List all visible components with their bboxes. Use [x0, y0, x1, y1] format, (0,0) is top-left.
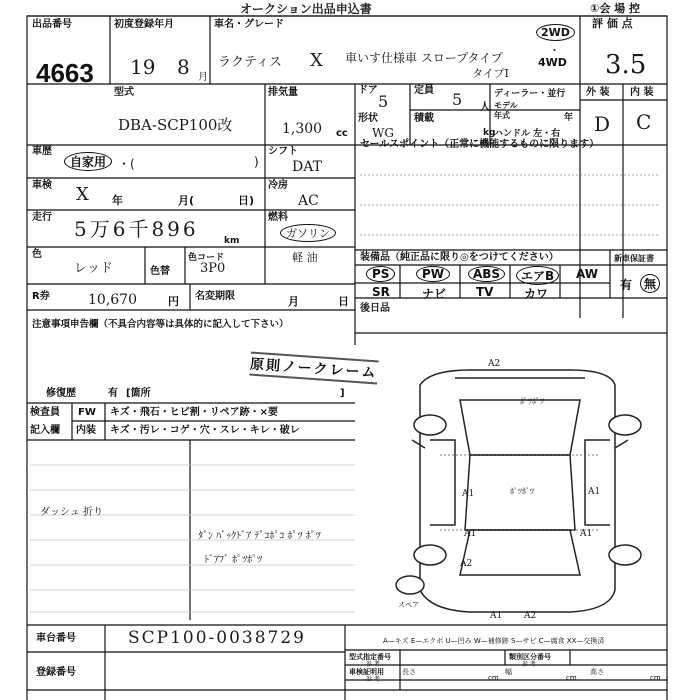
- repair-history-place: [箇所: [126, 388, 151, 399]
- fuel-gas-text: ガソリン: [286, 227, 330, 240]
- equipment-pw-text: PW: [422, 267, 445, 281]
- lot-label: 出品番号: [32, 19, 72, 30]
- drive-dot: ・: [549, 44, 560, 57]
- car-spec: 車いす仕様車 スロープタイプ: [345, 51, 503, 65]
- width-label: 幅: [505, 668, 512, 676]
- car-grade: X: [310, 50, 323, 71]
- shift-value: DAT: [292, 159, 322, 175]
- color-code-value: 3P0: [200, 261, 226, 276]
- color-value: レッド: [74, 261, 113, 276]
- diagram-mark-rear-a1-bottom: A1: [490, 611, 503, 621]
- repair-history-label: 修復歴: [46, 388, 76, 399]
- vehicle-type-dot: ・(: [118, 157, 135, 171]
- color-code-label: 色コード: [188, 253, 225, 263]
- diagram-mark-front: A2: [488, 359, 501, 369]
- load-label: 積載: [414, 113, 434, 124]
- interior-grade: C: [636, 110, 652, 134]
- inspector-label-2: 記入欄: [30, 425, 60, 436]
- later-date-label: 後日品: [360, 303, 390, 314]
- equipment-abs: [468, 266, 505, 282]
- equipment-aw: AW: [576, 267, 598, 281]
- first-registration-year: 19: [130, 55, 156, 79]
- repair-history-close: ]: [340, 388, 345, 399]
- repair-history-yes: 有: [108, 388, 118, 399]
- inspector-fw-items: キズ・飛石・ヒビ割・リペア跡・×要: [110, 407, 278, 418]
- lot-number: 4663: [36, 58, 94, 88]
- recycle-label: R券: [32, 291, 50, 302]
- diagram-mark-rear-a1-right: A1: [580, 529, 593, 539]
- equipment-tv: TV: [476, 285, 494, 299]
- deadline-day: 日: [338, 295, 349, 308]
- warranty-yes: 有: [620, 278, 633, 292]
- displacement-value: 1,300: [282, 121, 323, 137]
- doors-value: 5: [378, 92, 389, 111]
- vehicle-type-close: ): [254, 155, 259, 169]
- registration-label: 登録番号: [36, 667, 76, 678]
- class-type-label: 類別区分番号: [509, 653, 551, 661]
- recycle-value: 10,670: [88, 292, 137, 308]
- capacity-unit: 人: [480, 102, 490, 113]
- evaluation-score: 3.5: [605, 50, 647, 80]
- chassis-value: SCP100-0038729: [128, 628, 306, 648]
- car-type-note: タイプI: [472, 67, 509, 80]
- inspection-day: 日): [238, 194, 255, 207]
- inspection-month: 月(: [178, 194, 195, 207]
- exterior-label: 外 装: [586, 87, 610, 98]
- handle-label: ハンドル 左・右: [494, 129, 561, 139]
- equipment-ps-text: PS: [372, 267, 390, 281]
- dealer-label: ディーラー・並行: [494, 89, 566, 99]
- handwritten-note-2: ﾀﾞﾝ ﾊﾞｯｸﾄﾞｱ ﾃﾞｺﾎﾟｺ ﾎﾟﾂ ﾎﾟﾂ: [198, 531, 321, 542]
- ac-value: AC: [298, 193, 319, 209]
- vehicle-type-text: 自家用: [70, 155, 107, 169]
- shape-value: WG: [372, 126, 394, 140]
- damage-legend: A—キズ E—エクボ U—凹み W—補修跡 S—サビ C—腐食 XX—交換済: [383, 637, 605, 645]
- month-unit: 月: [198, 72, 208, 83]
- diagram-mark-roof: ﾎﾟﾂﾎﾟﾂ: [510, 487, 534, 496]
- warranty-no: [640, 274, 660, 293]
- inspection-value: X: [76, 184, 89, 205]
- equipment-navi: ナビ: [422, 287, 447, 301]
- spec-type-label: 型式指定番号: [349, 653, 391, 661]
- equipment-leather: カワ: [524, 287, 549, 301]
- length-unit: cm: [488, 674, 499, 682]
- displacement-unit: cc: [336, 128, 348, 139]
- first-registration-month: 8: [177, 55, 190, 79]
- shape-label: 形状: [358, 113, 378, 124]
- recycle-unit: 円: [168, 295, 179, 308]
- interior-label: 内 装: [630, 87, 654, 98]
- handwritten-note-1: ダッシュ 折り: [40, 507, 103, 518]
- inspector-fw: FW: [78, 407, 96, 418]
- warranty-no-text: 無: [644, 277, 657, 291]
- mileage-label: 走行: [32, 212, 52, 223]
- displacement-label: 排気量: [268, 87, 298, 98]
- chassis-label: 車台番号: [36, 633, 76, 644]
- fuel-gas: [280, 224, 336, 242]
- width-unit: cm: [566, 674, 577, 682]
- shift-label: シフト: [268, 146, 298, 157]
- spec-type-ref: 参 考: [366, 661, 380, 668]
- fuel-diesel: 軽 油: [292, 251, 318, 264]
- first-registration-label: 初度登録年月: [114, 19, 174, 30]
- equipment-pw: [416, 266, 450, 282]
- diagram-mark-right-a1: A1: [588, 487, 601, 497]
- color-label: 色: [32, 249, 42, 260]
- equipment-sr: SR: [372, 285, 390, 299]
- length-label: 長さ: [402, 668, 416, 676]
- doors-label: ドア: [358, 85, 378, 96]
- drive-2wd: [536, 24, 575, 41]
- load-unit: kg: [483, 128, 496, 138]
- reg-cert-ref: 参 考: [366, 676, 380, 683]
- diagram-mark-rear-a2-left: A2: [460, 559, 473, 569]
- sales-points-label: セールスポイント（正常に機能するものに限ります）: [360, 139, 600, 150]
- drive-2wd-label: 2WD: [541, 26, 570, 39]
- venue-copy-label: ①会 場 控: [590, 2, 640, 15]
- car-model: ラクティス: [218, 55, 282, 70]
- inspector-interior: 内装: [76, 425, 96, 436]
- evaluation-label: 評 価 点: [592, 17, 633, 30]
- model-year-label2: 年式: [494, 111, 510, 120]
- class-type-ref: 参 考: [522, 661, 536, 668]
- no-claim-stamp: 原則ノークレーム: [249, 352, 378, 385]
- drive-4wd: 4WD: [538, 56, 567, 69]
- exterior-grade: D: [594, 112, 611, 136]
- inspector-interior-items: キズ・汚レ・コゲ・穴・スレ・キレ・破レ: [110, 425, 300, 436]
- vehicle-type-value: [64, 152, 112, 171]
- equipment-abs-text: ABS: [473, 267, 501, 281]
- reg-cert-label: 車検証明用: [349, 668, 384, 676]
- model-year-unit: 年: [564, 113, 574, 123]
- equipment-airbag-text: エアB: [521, 269, 555, 283]
- deadline-label: 名変期限: [195, 291, 235, 302]
- model-year-label1: モデル: [494, 101, 518, 110]
- diagram-mark-left-a1: A1: [462, 489, 475, 499]
- spare-label: スペア: [398, 601, 419, 609]
- inspection-year: 年: [112, 194, 123, 207]
- diagram-mark-rear-a2-bottom: A2: [524, 611, 537, 621]
- warranty-label: 新車保証書: [614, 254, 654, 263]
- inspector-label-1: 検査員: [30, 407, 60, 418]
- equipment-label: 装備品（純正品に限り◎をつけてください）: [360, 252, 559, 263]
- deadline-month: 月: [288, 295, 299, 308]
- mileage-unit: km: [224, 236, 240, 246]
- model-code-label: 型式: [114, 87, 134, 98]
- mileage-value: 5万6千896: [74, 217, 199, 241]
- color-change-label: 色替: [150, 266, 170, 277]
- header-title: オークション出品申込書: [240, 2, 372, 16]
- fuel-label: 燃料: [268, 212, 288, 223]
- inspection-label: 車検: [32, 180, 52, 191]
- capacity-label: 定員: [414, 85, 434, 96]
- notes-label: 注意事項申告欄（不具合内容等は具体的に記入して下さい）: [32, 319, 289, 330]
- ac-label: 冷房: [268, 180, 288, 191]
- capacity-value: 5: [452, 90, 463, 109]
- vehicle-type-label: 車歴: [32, 146, 52, 157]
- diagram-mark-hood: ﾎﾟﾂﾎﾟﾂ: [520, 397, 544, 406]
- diagram-mark-rear-a1-left: A1: [464, 529, 477, 539]
- car-name-label: 車名・グレード: [214, 19, 284, 30]
- height-label: 高さ: [590, 668, 604, 676]
- handwritten-note-3: ﾄﾞｱﾌﾞ ﾎﾟﾂﾎﾟﾂ: [204, 555, 263, 566]
- model-code: DBA-SCP100改: [118, 116, 233, 134]
- equipment-airbag: [516, 266, 559, 285]
- height-unit: cm: [650, 674, 661, 682]
